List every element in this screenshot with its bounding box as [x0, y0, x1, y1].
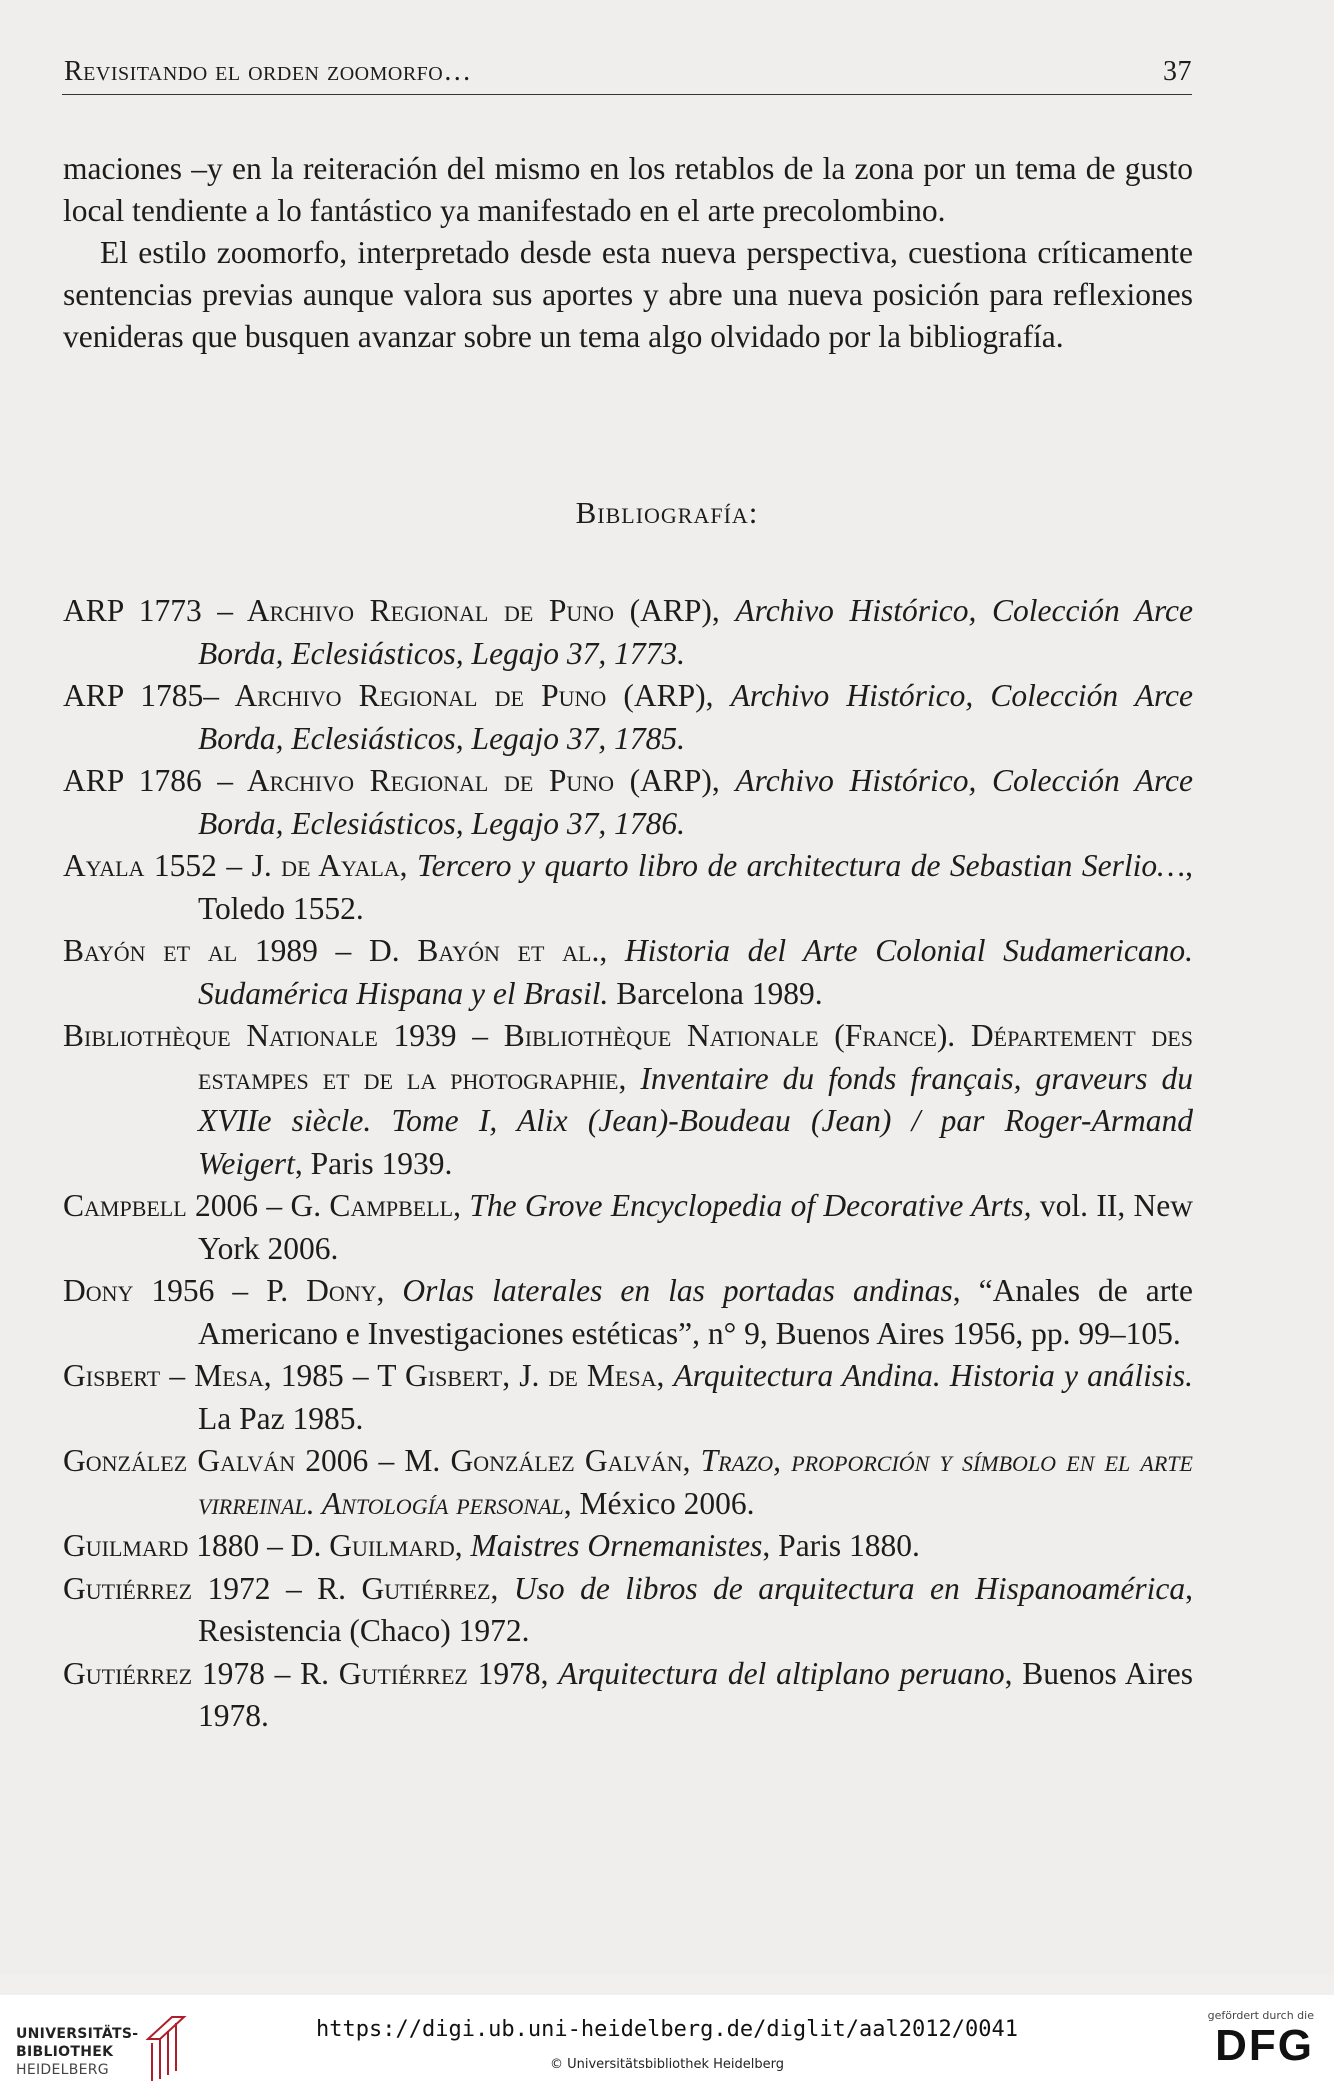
library-name-line: UNIVERSITÄTS- — [16, 2026, 139, 2042]
funding-note: gefördert durch die — [1207, 2009, 1314, 2022]
paragraph: maciones –y en la reiteración del mismo en los retablos de la zona por un tema de gusto local tendiente a lo fantástico ya manifestado en el arte precolombino. — [63, 151, 1193, 228]
paragraph: El estilo zoomorfo, interpretado desde esta nueva perspectiva, cuestiona críticamente sentencias previas aunque valora sus aportes y abre una nueva posición para reflexiones venideras que busquen avanzar sobre un tema algo olvidado por la bibliografía. — [63, 235, 1193, 354]
reference-separator: , — [453, 1188, 470, 1223]
reference-key: Gutiérrez 1972 – — [63, 1570, 318, 1606]
reference-details: , Paris 1880. — [762, 1528, 920, 1563]
reference-entry — [63, 930, 1193, 1015]
library-name-line: BIBLIOTHEK — [16, 2044, 114, 2060]
reference-author: J. de Ayala — [251, 848, 400, 883]
reference-author: D. Bayón et al. — [369, 933, 600, 968]
reference-title: The Grove Encyclopedia of Decorative Arts, — [469, 1188, 1032, 1223]
reference-author: R. Gutiérrez 1978 — [300, 1655, 541, 1691]
reference-details: , Buenos Aires 1978. — [198, 1655, 1193, 1733]
reference-author: Bibliothèque Nationale (France). Département des estampes et de la photographie — [198, 1018, 1193, 1096]
reference-key: Ayala 1552 – — [63, 848, 252, 883]
reference-entry — [63, 1440, 1193, 1525]
reference-key: Dony 1956 – — [63, 1273, 267, 1308]
reference-author: P. Dony — [266, 1273, 377, 1308]
reference-title: Historia del Arte Colonial Sudamericano. Sudamérica Hispana y el Brasil. — [198, 933, 1193, 1011]
copyright-notice: © Universitätsbibliothek Heidelberg — [549, 2057, 784, 2072]
reference-details: , Resistencia (Chaco) 1972. — [198, 1570, 1193, 1648]
reference-entry — [63, 1015, 1193, 1185]
body-text — [63, 148, 1193, 358]
reference-separator: (ARP), — [614, 763, 736, 798]
reference-title: Maistres Ornemanistes — [470, 1528, 763, 1563]
running-title: Revisitando el orden zoomorfo… — [64, 56, 472, 87]
reference-details: , Paris 1939. — [294, 1145, 453, 1181]
reference-key: Bayón et al 1989 – — [63, 933, 369, 968]
reference-key: González Galván 2006 – — [63, 1443, 405, 1478]
reference-separator: , — [656, 1358, 674, 1393]
reference-separator: , — [618, 1060, 641, 1096]
reference-entry — [63, 1355, 1193, 1440]
reference-key: ARP 1786 – — [63, 763, 247, 798]
reference-title: Inventaire du fonds français, graveurs du XVIIe siècle. Tome I, Alix (Jean)-Boudeau (Jean) / par Roger-Armand Weigert — [198, 1060, 1194, 1181]
reference-key: Bibliothèque Nationale 1939 – — [63, 1018, 504, 1053]
viewer-footer — [0, 1995, 1334, 2099]
reference-separator: , — [490, 1570, 514, 1606]
permalink-url[interactable]: https://digi.ub.uni-heidelberg.de/diglit/aal2012/0041 — [316, 2017, 1018, 2042]
reference-separator: , — [682, 1443, 701, 1478]
reference-author: D. Guilmard — [290, 1528, 455, 1563]
reference-title: Archivo Histórico, Colección Arce Borda, Eclesiásticos, Legajo 37, 1785. — [198, 678, 1193, 756]
reference-author: Archivo Regional de Puno — [246, 763, 615, 798]
bibliography-heading: Bibliografía: — [575, 495, 759, 530]
page-number: 37 — [1163, 56, 1192, 87]
reference-separator: , — [399, 848, 418, 883]
reference-details: , Toledo 1552. — [198, 848, 1193, 926]
dfg-logo-text: DFG — [1215, 2021, 1314, 2070]
reference-title: Arquitectura Andina. Historia y análisis. — [673, 1358, 1193, 1393]
reference-separator: , — [540, 1655, 559, 1691]
reference-title: Arquitectura del altiplano peruano — [558, 1655, 1005, 1691]
reference-details: , “Anales de arte Americano e Investigaciones estéticas”, n° 9, Buenos Aires 1956, pp. 99–105. — [198, 1273, 1193, 1351]
reference-separator: (ARP), — [606, 678, 731, 713]
reference-entry — [63, 1568, 1193, 1653]
library-name-line: HEIDELBERG — [16, 2062, 109, 2078]
reference-entry — [63, 1653, 1193, 1738]
reference-author: G. Campbell — [290, 1188, 454, 1223]
bibliography-list — [63, 590, 1193, 1738]
running-header — [62, 54, 1192, 95]
reference-author: M. González Galván — [404, 1443, 683, 1478]
reference-entry — [63, 845, 1193, 930]
reference-author: T Gisbert, J. de Mesa — [377, 1358, 657, 1393]
reference-author: Archivo Regional de Puno — [246, 593, 615, 628]
reference-details: , México 2006. — [563, 1485, 755, 1521]
reference-details: vol. II, New York 2006. — [198, 1188, 1194, 1266]
reference-title: Archivo Histórico, Colección Arce Borda, Eclesiásticos, Legajo 37, 1773. — [198, 593, 1194, 671]
reference-entry — [63, 590, 1193, 675]
reference-entry — [63, 1525, 1193, 1568]
reference-title: Orlas laterales en las portadas andinas — [402, 1273, 953, 1308]
reference-key: Gutiérrez 1978 – — [63, 1655, 301, 1691]
reference-separator: , — [599, 933, 625, 968]
reference-title: Archivo Histórico, Colección Arce Borda, Eclesiásticos, Legajo 37, 1786. — [198, 763, 1194, 841]
reference-title: Uso de libros de arquitectura en Hispanoamérica — [513, 1570, 1186, 1606]
reference-title: Trazo, proporción y símbolo en el arte virreinal. Antología personal — [198, 1443, 1193, 1521]
reference-key: ARP 1773 – — [63, 593, 247, 628]
reference-entry — [63, 760, 1193, 845]
reference-separator: , — [454, 1528, 471, 1563]
funder-logo — [1184, 2009, 1314, 2070]
reference-key: Gisbert – Mesa, 1985 – — [63, 1358, 378, 1393]
reference-separator: (ARP), — [614, 593, 736, 628]
reference-details: Barcelona 1989. — [608, 975, 823, 1011]
reference-details: La Paz 1985. — [198, 1400, 364, 1436]
reference-key: ARP 1785– — [63, 678, 235, 713]
reference-author: Archivo Regional de Puno — [234, 678, 607, 713]
reference-separator: , — [376, 1273, 403, 1308]
reference-key: Guilmard 1880 – — [63, 1528, 291, 1563]
reference-entry — [63, 1270, 1193, 1355]
reference-title: Tercero y quarto libro de architectura de Sebastian Serlio… — [417, 848, 1186, 883]
reference-entry — [63, 1185, 1193, 1270]
reference-author: R. Gutiérrez — [317, 1570, 491, 1606]
reference-key: Campbell 2006 – — [63, 1188, 291, 1223]
reference-entry — [63, 675, 1193, 760]
